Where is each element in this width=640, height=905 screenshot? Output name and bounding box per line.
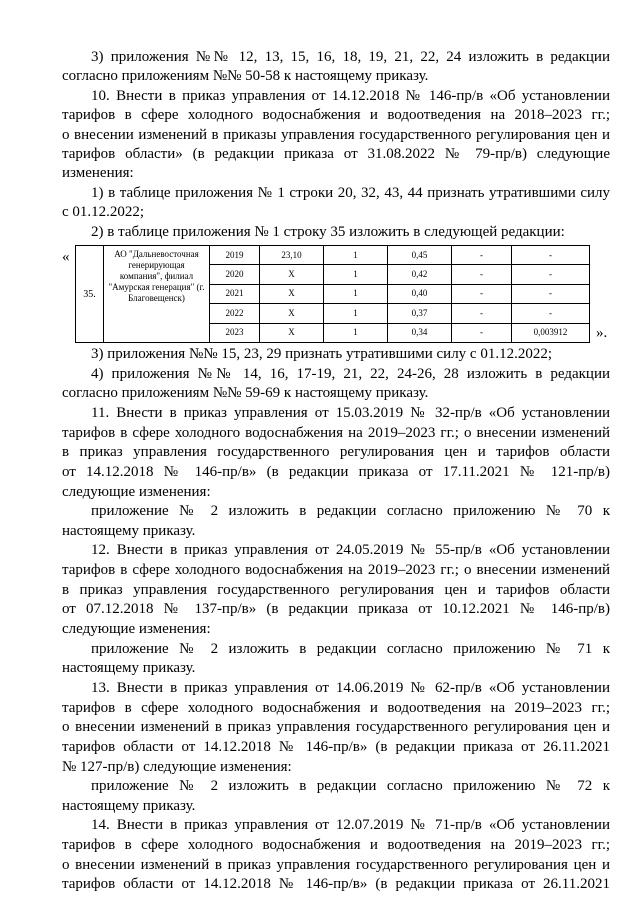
text-line: в приказ управления государственного регулирования цен и тарифов области (62, 581, 610, 598)
text-line: в приказ управления государственного регулирования цен и тарифов области (62, 444, 610, 461)
quote-open: « (62, 249, 70, 265)
table-cell: - (452, 323, 512, 342)
year-cell: 2023 (210, 323, 260, 342)
year-cell: 2021 (210, 284, 260, 303)
text-line: тарифов области от 14.12.2018 № 146-пр/в» (в редакции приказа от 26.11.2021 (62, 876, 610, 893)
organization-cell: АО "Дальневосточная генерирующая компания", филиал "Амурская генерация" (г. Благовещенск) (104, 246, 210, 343)
text-line: 3) приложения №№ 12, 13, 15, 16, 18, 19, 21, 22, 24 изложить в редакции (91, 49, 610, 65)
table-cell: X (260, 323, 324, 342)
year-cell: 2019 (210, 246, 260, 265)
text-line: 1) в таблице приложения № 1 строки 20, 32, 43, 44 признать утратившими силу (91, 184, 610, 201)
table-cell: - (512, 284, 590, 303)
text-line: от 07.12.2018 № 137-пр/в» (в редакции приказа от 10.12.2021 № 146-пр/в) (62, 601, 610, 618)
text-line: тарифов в сфере холодного водоснабжения и водоотведения на 2019–2023 гг.; (62, 837, 610, 854)
table-cell: 0,42 (388, 265, 452, 284)
table-cell: X (260, 284, 324, 303)
table-cell: 0,003912 (512, 323, 590, 342)
text-line: приложение № 2 изложить в редакции согласно приложению № 70 к (91, 503, 610, 520)
table-cell: 1 (324, 304, 388, 323)
table-cell: X (260, 304, 324, 323)
text-line: согласно приложениям №№ 59-69 к настоящему приказу. (62, 385, 429, 402)
text-line: 13. Внести в приказ управления от 14.06.2019 № 62-пр/в «Об установлении (91, 679, 610, 696)
table-cell: X (260, 265, 324, 284)
text-line: настоящему приказу. (62, 660, 196, 677)
year-cell: 2020 (210, 265, 260, 284)
text-line: № 127-пр/в) следующие изменения: (62, 758, 292, 775)
text-line: тарифов области от 14.12.2018 № 146-пр/в» (в редакции приказа от 26.11.2021 (62, 738, 610, 755)
text-line: изменения: (62, 165, 134, 182)
text-line: настоящему приказу. (62, 522, 196, 539)
text-line: 3) приложения №№ 15, 23, 29 признать утратившими силу с 01.12.2022; (91, 346, 553, 362)
table-cell: 0,40 (388, 284, 452, 303)
table-cell: - (512, 304, 590, 323)
table-cell: - (452, 246, 512, 265)
text-line: о внесении изменений в приказы управления государственного регулирования цен и (62, 126, 610, 143)
table-cell: 1 (324, 265, 388, 284)
table-cell: 0,37 (388, 304, 452, 323)
table-cell: 1 (324, 323, 388, 342)
table-cell: - (452, 284, 512, 303)
table-cell: 1 (324, 246, 388, 265)
table-cell: - (512, 246, 590, 265)
text-line: 14. Внести в приказ управления от 12.07.2019 № 71-пр/в «Об установлении (91, 817, 610, 834)
text-line: тарифов области» (в редакции приказа от 31.08.2022 № 79-пр/в) следующие (62, 146, 610, 162)
table-cell: - (512, 265, 590, 284)
text-line: от 14.12.2018 № 146-пр/в» (в редакции приказа от 17.11.2021 № 121-пр/в) (62, 463, 610, 480)
text-line: 10. Внести в приказ управления от 14.12.2018 № 146-пр/в «Об установлении (91, 87, 610, 104)
text-line: с 01.12.2022; (62, 204, 145, 221)
text-line: согласно приложениям №№ 50-58 к настоящему приказу. (62, 68, 429, 85)
text-line: тарифов в сфере холодного водоснабжения и водоотведения на 2018–2023 гг.; (62, 107, 610, 124)
text-line: настоящему приказу. (62, 797, 196, 814)
tariff-table (75, 245, 590, 343)
year-cell: 2022 (210, 304, 260, 323)
text-line: 12. Внести в приказ управления от 24.05.2019 № 55-пр/в «Об установлении (91, 542, 610, 559)
table-cell: 0,34 (388, 323, 452, 342)
row-number-cell: 35. (76, 246, 104, 343)
text-line: следующие изменения: (62, 621, 211, 637)
table-cell: 0,45 (388, 246, 452, 265)
quote-close: ». (596, 325, 608, 341)
text-line: тарифов в сфере холодного водоснабжения и водоотведения на 2019–2023 гг.; (62, 699, 610, 716)
text-line: о внесении изменений в приказ управления государственного регулирования цен и (62, 719, 610, 736)
table-cell: 23,10 (260, 246, 324, 265)
text-line: приложение № 2 изложить в редакции согласно приложению № 71 к (91, 640, 610, 657)
text-line: следующие изменения: (62, 483, 211, 500)
table-cell: - (452, 265, 512, 284)
text-line: о внесении изменений в приказ управления государственного регулирования цен и (62, 856, 610, 873)
text-line: 2) в таблице приложения № 1 строку 35 изложить в следующей редакции: (91, 223, 565, 240)
table-row (76, 246, 590, 265)
text-line: 11. Внести в приказ управления от 15.03.2019 № 32-пр/в «Об установлении (91, 404, 610, 421)
table-cell: - (452, 304, 512, 323)
table-cell: 1 (324, 284, 388, 303)
text-line: тарифов в сфере холодного водоснабжения на 2019–2023 гг.; о внесении изменений (62, 562, 610, 579)
text-line: приложение № 2 изложить в редакции согласно приложению № 72 к (91, 778, 610, 795)
text-line: 4) приложения №№ 14, 16, 17-19, 21, 22, 24-26, 28 изложить в редакции (91, 365, 610, 382)
text-line: тарифов в сфере холодного водоснабжения на 2019–2023 гг.; о внесении изменений (62, 424, 610, 441)
